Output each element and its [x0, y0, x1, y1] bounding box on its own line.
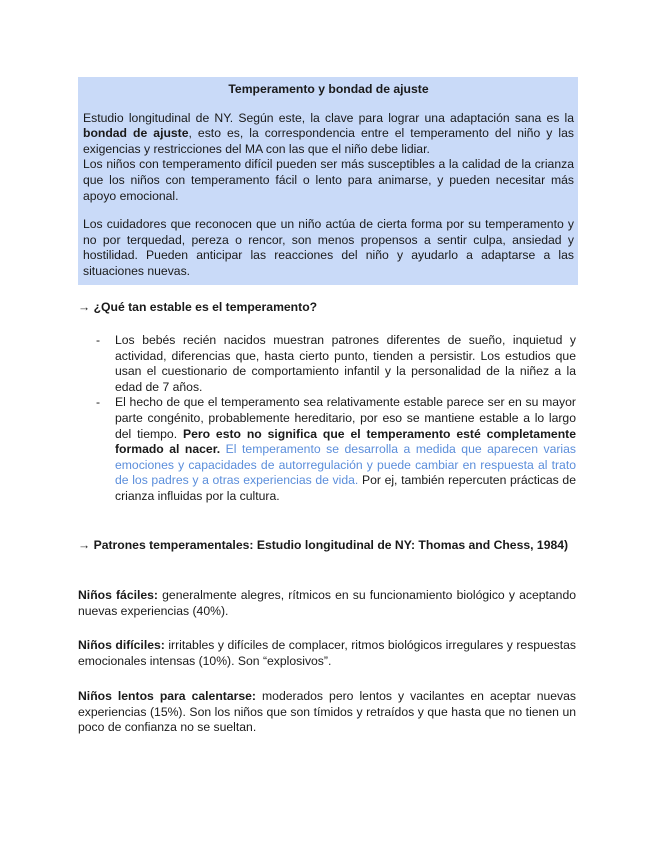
slow-children-paragraph: Niños lentos para calentarse: moderados pero lentos y vacilantes en aceptar nuevas experiencias (15%). Son los niños que son tímidos y retraídos y que hasta que no tienen un poco de confianza no se sueltan. [78, 689, 576, 735]
list-item: - El hecho de que el temperamento sea relativamente estable parece ser en su mayor parte congénito, probablemente hereditario, por eso se mantiene estable a lo largo del tiempo. Pero esto no significa que el temperamento esté completamente formado al nacer. El temperamento se desarrolla a medida que aparecen varias emociones y capacidades de autorregulación y puede cambiar en respuesta al trato de los padres y a otras experiencias de vida. Por ej, también repercuten prácticas de crianza influidas por la cultura. [96, 395, 576, 503]
stability-list [78, 333, 576, 505]
callout-title: Temperamento y bondad de ajuste [228, 82, 429, 96]
bullet-dash: - [96, 395, 101, 410]
difficult-children-paragraph: Niños difíciles: irritables y difíciles de complacer, ritmos biológicos irregulares y respuestas emocionales intensas (10%). Son “explosivos”. [78, 638, 576, 668]
list-item: - Los bebés recién nacidos muestran patrones diferentes de sueño, inquietud y actividad, diferencias que, hasta cierto punto, tienden a persistir. Los estudios que usan el cuestionario de comportamiento infantil y la personalidad de la niñez a la edad de 7 años. [96, 333, 576, 394]
easy-children-paragraph: Niños fáciles: generalmente alegres, rítmicos en su funcionamiento biológico y aceptando nuevas experiencias (40%). [78, 588, 576, 618]
section-heading-stability: → ¿Qué tan estable es el temperamento? [78, 300, 318, 314]
callout-paragraph-1: Estudio longitudinal de NY. Según este, la clave para lograr una adaptación sana es la bondad de ajuste, esto es, la correspondencia entre el temperamento del niño y las exigencias y restricciones del MA con las que el niño debe lidiar. [83, 110, 574, 156]
callout-paragraph-2: Los niños con temperamento difícil pueden ser más susceptibles a la calidad de la crianza que los niños con temperamento fácil o lento para animarse, y pueden necesitar más apoyo emocional. [83, 157, 574, 203]
callout-paragraph-3: Los cuidadores que reconocen que un niño actúa de cierta forma por su temperamento y no por terquedad, pereza o rencor, son menos propensos a sentir culpa, ansiedad y hostilidad. Pueden anticipar las reacciones del niño y ayudarlo a adaptarse a las situaciones nuevas. [83, 217, 574, 278]
bullet-dash: - [96, 333, 101, 347]
section-heading-patterns: → Patrones temperamentales: Estudio longitudinal de NY: Thomas and Chess, 1984) [78, 538, 569, 552]
callout-box [78, 77, 578, 285]
highlighted-text: El temperamento se desarrolla a medida que aparecen varias emociones y capacidades de autorregulación y puede cambiar en respuesta al trato de los padres y a otras experiencias de vida. [115, 442, 576, 488]
